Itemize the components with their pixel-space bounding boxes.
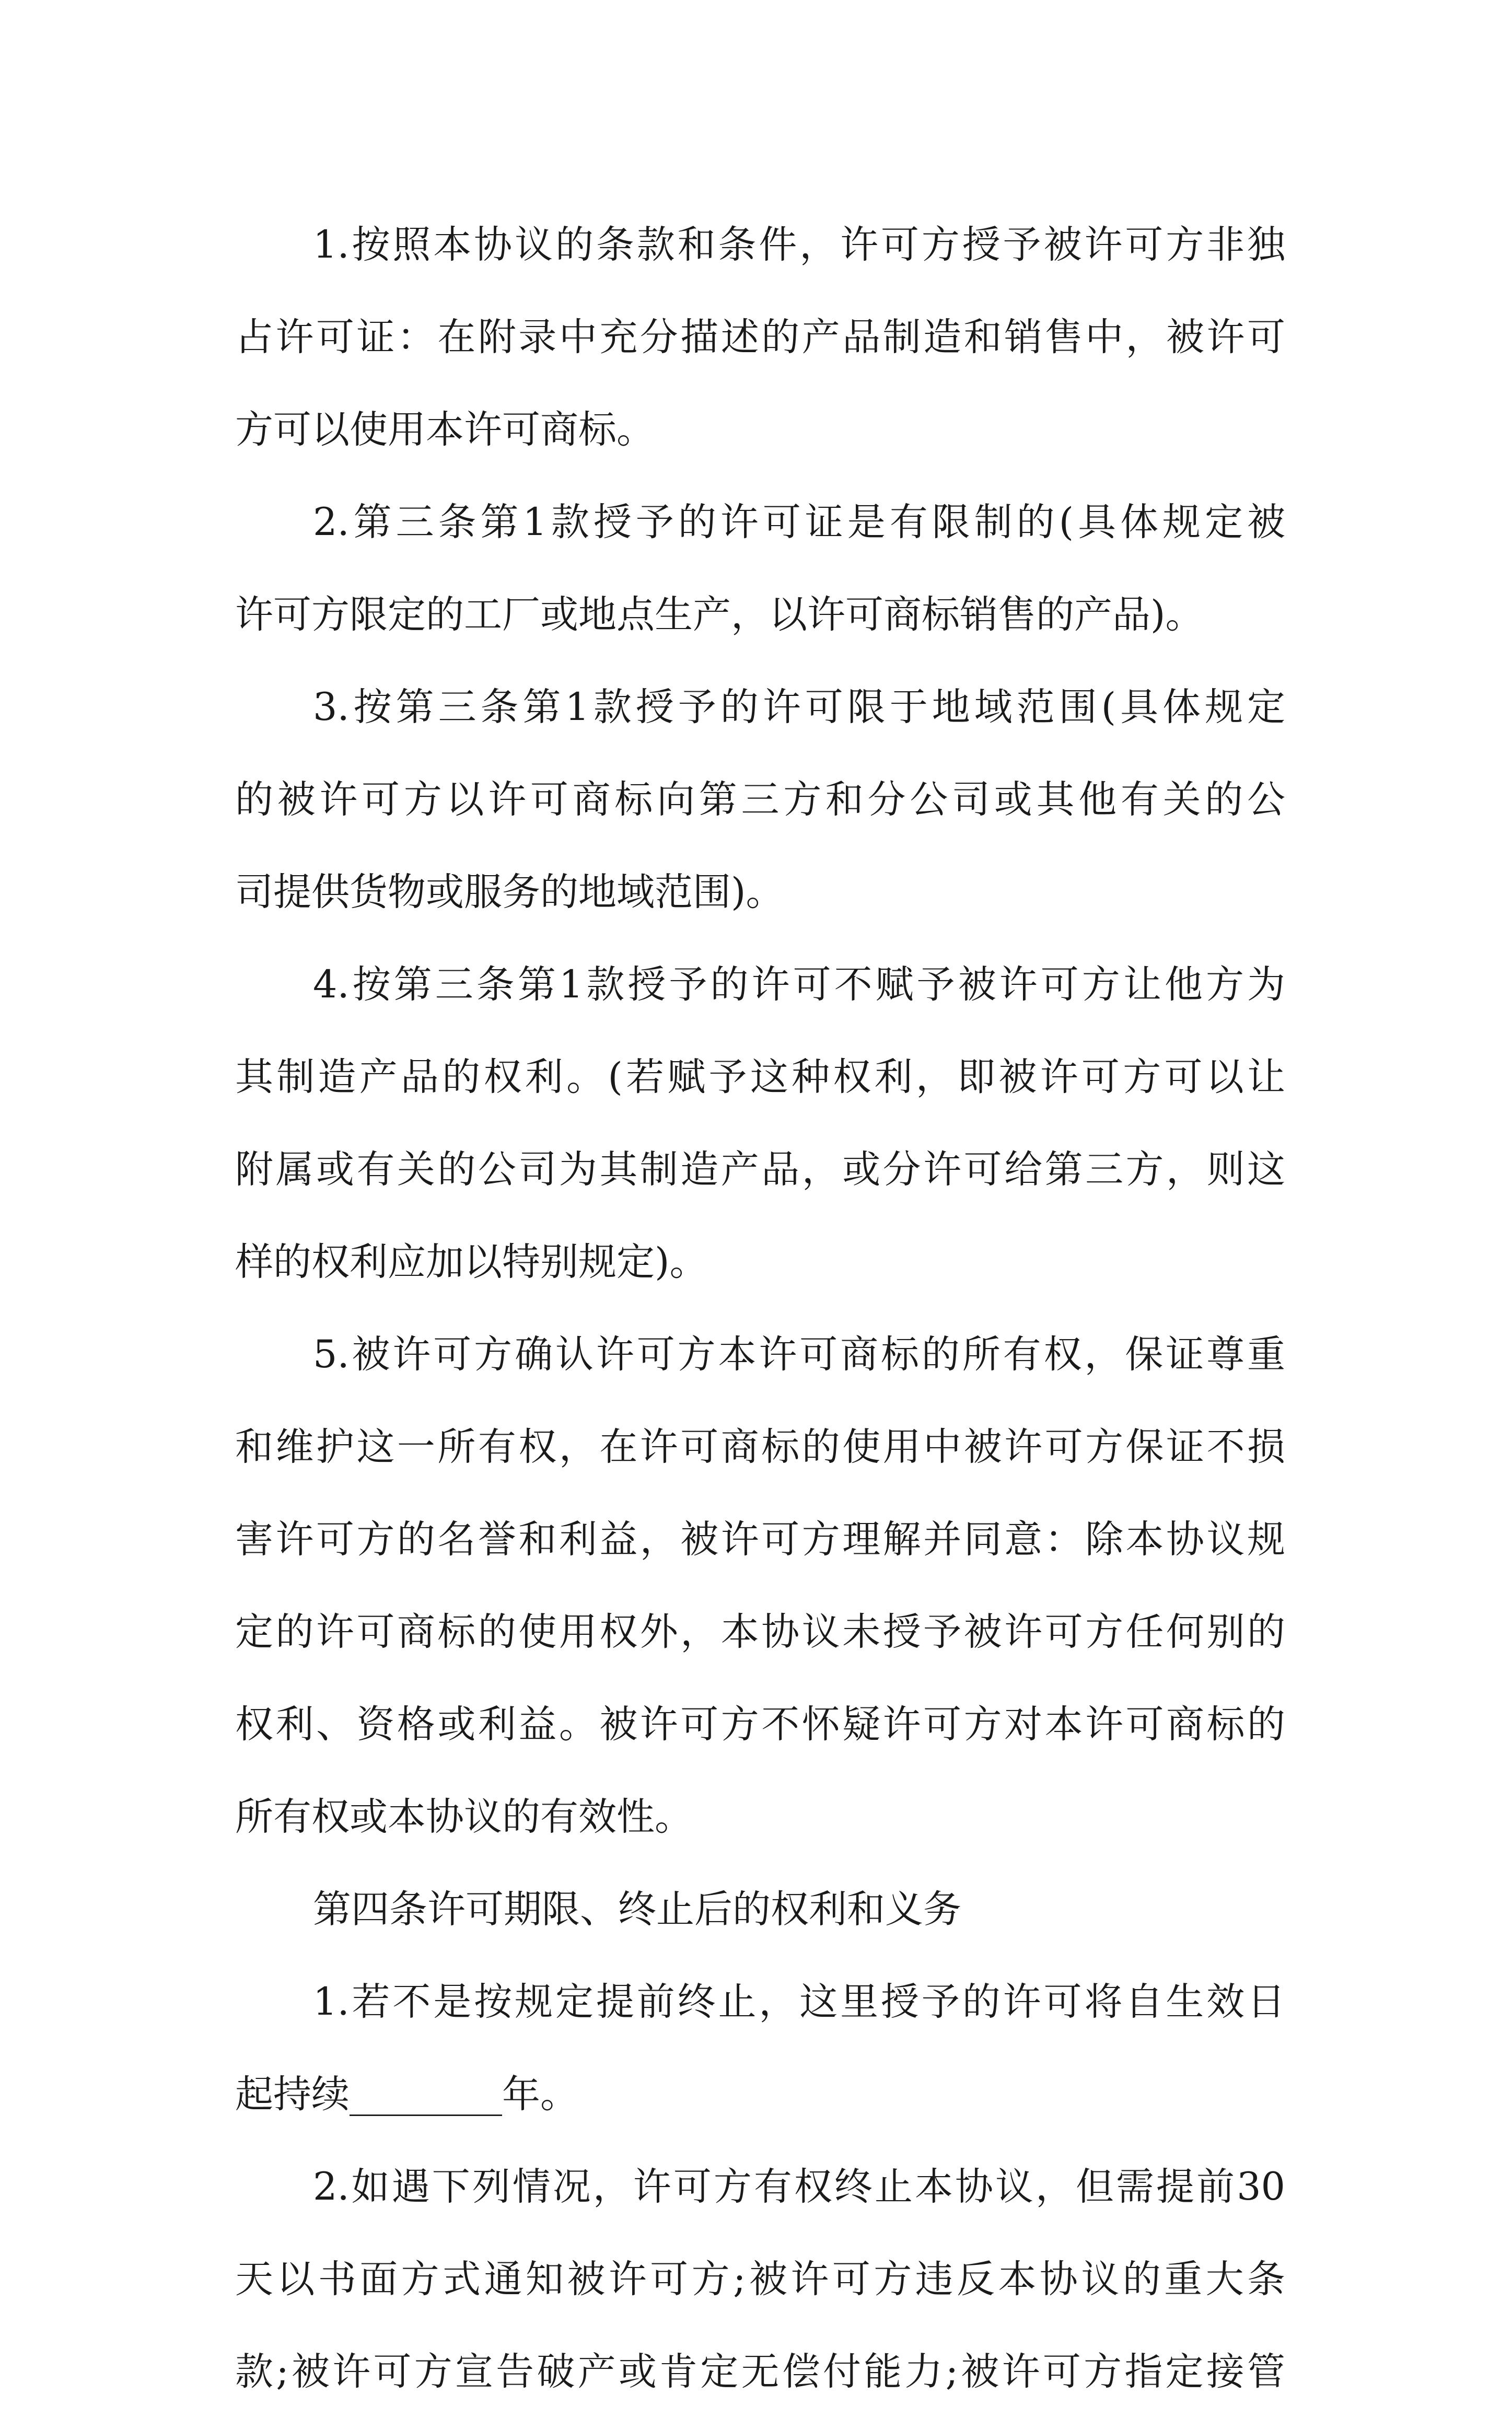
- text-line: 样的权利应加以特别规定)。: [235, 1240, 708, 1284]
- text-line: 司提供货物或服务的地域范围)。: [235, 870, 784, 914]
- text-line: 方可以使用本许可商标。: [235, 408, 655, 452]
- text-line: 天以书面方式通知被许可方;被许可方违反本协议的重大条: [235, 2257, 1285, 2301]
- section-heading: 第四条许可期限、终止后的权利和义务: [313, 1887, 961, 1932]
- text-line: 许可方限定的工厂或地点生产，以许可商标销售的产品)。: [235, 592, 1204, 637]
- text-line: 2.如遇下列情况，许可方有权终止本协议，但需提前30: [313, 2165, 1285, 2209]
- text-line: 权利、资格或利益。被许可方不怀疑许可方对本许可商标的: [235, 1702, 1285, 1747]
- text-line: 1.若不是按规定提前终止，这里授予的许可将自生效日: [313, 1980, 1285, 2024]
- text-line: 起持续________年。: [235, 2072, 578, 2117]
- text-line: 附属或有关的公司为其制造产品，或分许可给第三方，则这: [235, 1147, 1285, 1192]
- text-line: 款;被许可方宣告破产或肯定无偿付能力;被许可方指定接管: [235, 2350, 1285, 2394]
- text-line: 4.按第三条第1款授予的许可不赋予被许可方让他方为: [313, 962, 1285, 1007]
- text-line: 1.按照本协议的条款和条件，许可方授予被许可方非独: [313, 223, 1285, 267]
- text-line: 其制造产品的权利。(若赋予这种权利，即被许可方可以让: [235, 1055, 1285, 1099]
- text-line: 定的许可商标的使用权外，本协议未授予被许可方任何别的: [235, 1610, 1285, 1654]
- document-body: [235, 199, 1285, 2418]
- text-line: 占许可证：在附录中充分描述的产品制造和销售中，被许可: [235, 315, 1285, 359]
- text-line: 和维护这一所有权，在许可商标的使用中被许可方保证不损: [235, 1425, 1285, 1469]
- text-line: 3.按第三条第1款授予的许可限于地域范围(具体规定: [313, 685, 1285, 729]
- text-line: 所有权或本协议的有效性。: [235, 1795, 693, 1839]
- text-line: 2.第三条第1款授予的许可证是有限制的(具体规定被: [313, 500, 1285, 544]
- text-line: 害许可方的名誉和利益，被许可方理解并同意：除本协议规: [235, 1517, 1285, 1562]
- text-line: 的被许可方以许可商标向第三方和分公司或其他有关的公: [235, 777, 1285, 822]
- text-line: 5.被许可方确认许可方本许可商标的所有权，保证尊重: [313, 1332, 1285, 1377]
